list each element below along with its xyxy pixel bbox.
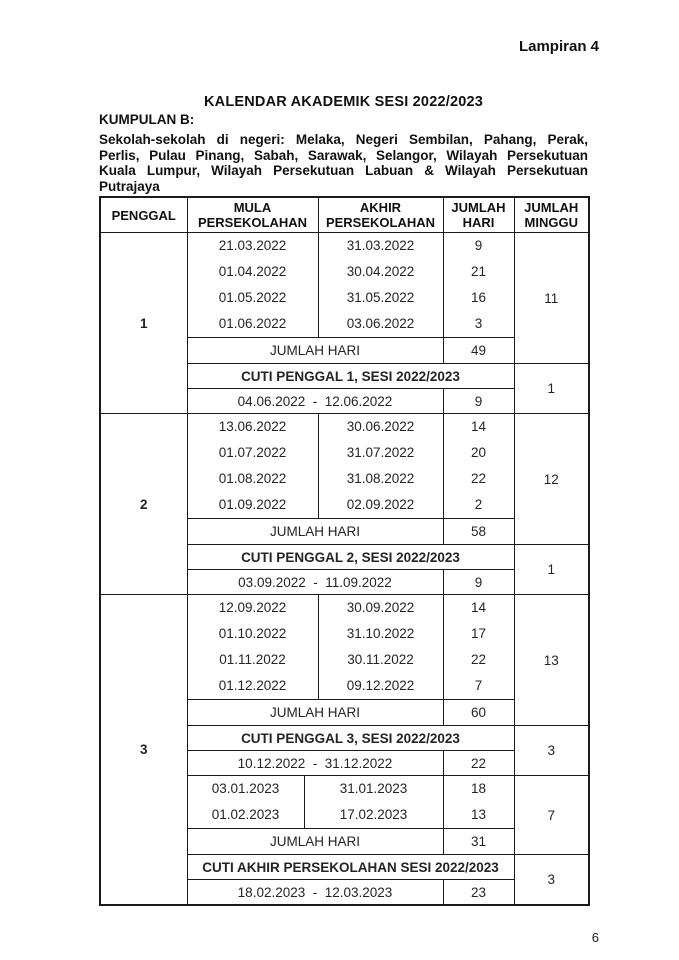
school-list-line: Sekolah-sekolah di negeri: Melaka, Negeri Sembilan, Pahang, Perak, [99, 132, 588, 147]
hari-value: 22 [470, 652, 487, 667]
akhir-date: 31.10.2022 [346, 626, 415, 641]
penggal-cell: 3 [100, 595, 187, 906]
page-annotation: Lampiran 4 [518, 38, 599, 55]
cuti-minggu-cell: 1 [514, 364, 589, 414]
hari-values-cell [443, 233, 514, 338]
mula-dates-cell [187, 595, 318, 700]
school-list-line: Perlis, Pulau Pinang, Sabah, Sarawak, Selangor, Wilayah Persekutuan [99, 147, 588, 163]
school-list-line: Putrajaya [99, 178, 160, 194]
akhir-date: 03.06.2022 [346, 316, 415, 331]
cuti-title-cell: CUTI AKHIR PERSEKOLAHAN SESI 2022/2023 [187, 855, 514, 880]
mula-date: 01.04.2022 [218, 264, 287, 279]
cuti-title-cell: CUTI PENGGAL 1, SESI 2022/2023 [187, 364, 514, 389]
col-header-jumlah-minggu: JUMLAH MINGGU [514, 197, 589, 233]
minggu-total-cell: 11 [514, 233, 589, 364]
calendar-table [99, 196, 590, 906]
cuti-title-cell: CUTI PENGGAL 2, SESI 2022/2023 [187, 545, 514, 570]
jumlah-hari-value-cell: 49 [443, 338, 514, 364]
mula-date: 01.08.2022 [218, 471, 287, 486]
mula-dates-cell [187, 776, 304, 829]
mula-date: 21.03.2022 [218, 238, 287, 253]
cuti-minggu-cell: 3 [514, 855, 589, 906]
mula-dates-cell [187, 233, 318, 338]
mula-dates-cell [187, 414, 318, 519]
penggal-cell: 1 [100, 233, 187, 414]
mula-date: 01.05.2022 [218, 290, 287, 305]
mula-date: 01.11.2022 [219, 652, 286, 667]
hari-value: 7 [474, 678, 483, 693]
hari-value: 13 [470, 807, 487, 822]
cuti-hari-cell: 9 [443, 570, 514, 595]
cuti-minggu-cell: 1 [514, 545, 589, 595]
jumlah-hari-value-cell: 60 [443, 700, 514, 726]
mula-date: 01.12.2022 [218, 678, 287, 693]
terms-row [100, 233, 589, 338]
doc-title: KALENDAR AKADEMIK SESI 2022/2023 [203, 94, 484, 110]
cuti-hari-cell: 9 [443, 389, 514, 414]
minggu-total-cell: 12 [514, 414, 589, 545]
jumlah-hari-label-cell: JUMLAH HARI [187, 700, 443, 726]
col-header-penggal: PENGGAL [100, 197, 187, 233]
jumlah-hari-label-cell: JUMLAH HARI [187, 519, 443, 545]
hari-value: 2 [474, 497, 483, 512]
hari-value: 3 [474, 316, 483, 331]
hari-value: 22 [470, 471, 487, 486]
akhir-date: 31.05.2022 [346, 290, 415, 305]
mula-date: 13.06.2022 [218, 419, 287, 434]
akhir-date: 30.11.2022 [347, 652, 414, 667]
hari-value: 16 [470, 290, 487, 305]
hari-value: 18 [470, 781, 487, 796]
col-header-mula: MULA PERSEKOLAHAN [187, 197, 318, 233]
cuti-range-cell: 10.12.2022 - 31.12.2022 [187, 751, 443, 776]
cuti-range-cell: 04.06.2022 - 12.06.2022 [187, 389, 443, 414]
cuti-minggu-cell: 3 [514, 726, 589, 776]
akhir-date: 09.12.2022 [346, 678, 415, 693]
penggal-cell: 2 [100, 414, 187, 595]
akhir-date: 31.08.2022 [346, 471, 415, 486]
cuti-title-cell: CUTI PENGGAL 3, SESI 2022/2023 [187, 726, 514, 751]
akhir-date: 30.06.2022 [346, 419, 415, 434]
mula-date: 01.06.2022 [218, 316, 287, 331]
cuti-hari-cell: 22 [443, 751, 514, 776]
cuti-hari-cell: 23 [443, 880, 514, 906]
mula-date: 01.09.2022 [218, 497, 287, 512]
hari-values-cell [443, 776, 514, 829]
akhir-dates-cell [318, 595, 443, 700]
mula-date: 12.09.2022 [218, 600, 287, 615]
hari-value: 21 [470, 264, 487, 279]
page-number: 6 [591, 930, 599, 945]
school-list-line: Kuala Lumpur, Wilayah Persekutuan Labuan & Wilayah Persekutuan [99, 163, 588, 178]
hari-value: 9 [474, 238, 483, 253]
jumlah-hari-label-cell: JUMLAH HARI [187, 829, 443, 855]
cuti-range-cell: 03.09.2022 - 11.09.2022 [187, 570, 443, 595]
akhir-date: 30.09.2022 [346, 600, 415, 615]
terms-row [100, 414, 589, 519]
akhir-dates-cell [318, 233, 443, 338]
mula-date: 01.02.2023 [211, 807, 280, 822]
mula-date: 01.10.2022 [218, 626, 287, 641]
minggu-total-cell: 7 [514, 776, 589, 855]
jumlah-hari-label-cell: JUMLAH HARI [187, 338, 443, 364]
col-header-jumlah-hari: JUMLAH HARI [443, 197, 514, 233]
group-label: KUMPULAN B: [99, 112, 195, 127]
akhir-dates-cell [318, 414, 443, 519]
school-list [99, 132, 588, 194]
cuti-range-cell: 18.02.2023 - 12.03.2023 [187, 880, 443, 906]
akhir-date: 17.02.2023 [339, 807, 408, 822]
akhir-date: 02.09.2022 [346, 497, 415, 512]
mula-date: 03.01.2023 [211, 781, 280, 796]
akhir-date: 31.01.2023 [339, 781, 408, 796]
akhir-date: 31.03.2022 [346, 238, 415, 253]
terms-row [100, 595, 589, 700]
table-header-row [100, 197, 589, 233]
col-header-akhir: AKHIR PERSEKOLAHAN [318, 197, 443, 233]
akhir-date: 30.04.2022 [346, 264, 415, 279]
akhir-dates-cell [304, 776, 443, 829]
hari-value: 17 [470, 626, 487, 641]
jumlah-hari-value-cell: 58 [443, 519, 514, 545]
hari-value: 14 [470, 419, 487, 434]
akhir-date: 31.07.2022 [346, 445, 415, 460]
hari-values-cell [443, 595, 514, 700]
hari-values-cell [443, 414, 514, 519]
mula-date: 01.07.2022 [218, 445, 287, 460]
hari-value: 14 [470, 600, 487, 615]
hari-value: 20 [470, 445, 487, 460]
jumlah-hari-value-cell: 31 [443, 829, 514, 855]
minggu-total-cell: 13 [514, 595, 589, 726]
